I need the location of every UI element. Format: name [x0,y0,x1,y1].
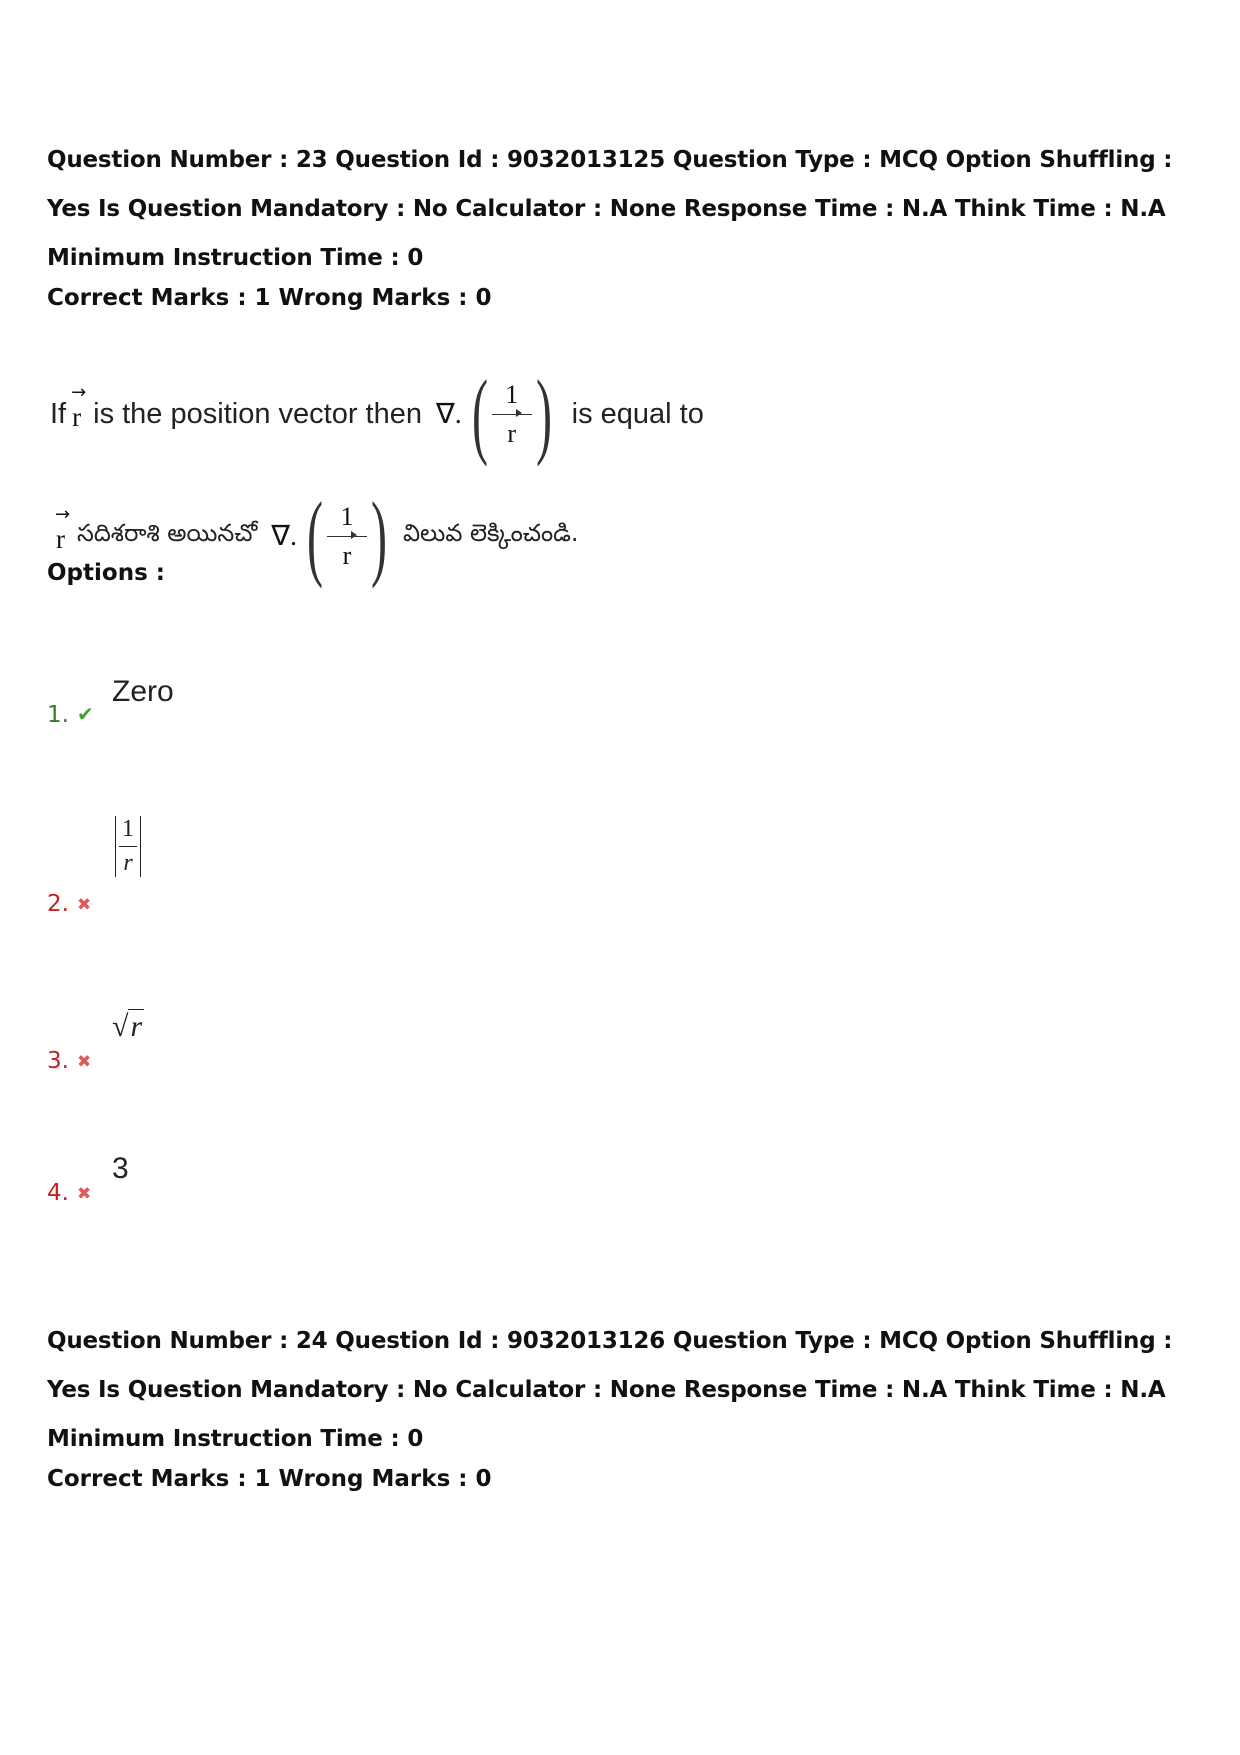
question-text-suffix: is equal to [571,397,704,430]
cross-icon: ✖ [76,895,92,915]
vector-arrow-icon: → [71,381,87,403]
option-1-number: 1. ✔ [47,702,94,728]
square-root-icon: √ [112,1010,129,1043]
option-3-number: 3. ✖ [47,1048,92,1074]
telugu-text-suffix: విలువ లెక్కించండి. [402,519,579,547]
option-3-value: √r [112,1010,143,1043]
question-text-middle: is the position vector then [93,397,422,430]
option-1-value: Zero [112,675,174,708]
left-paren: ( [306,482,323,589]
left-paren: ( [471,360,488,467]
nabla-operator: ∇. [435,399,462,430]
option-4-value: 3 [112,1152,129,1185]
question-23-marks: Correct Marks : 1 Wrong Marks : 0 [47,285,492,311]
position-vector-r: → r [55,503,71,554]
question-23-meta: Question Number : 23 Question Id : 9032013125 Question Type : MCQ Option Shuffling : Yes Is Question Mandatory : No Calculator : None Response Time : N.A Think Time : N.A Minimum Instruction Time : 0 [47,147,1173,271]
nabla-operator: ∇. [271,521,297,552]
position-vector-r: → r [71,381,87,432]
cross-icon: ✖ [76,1184,92,1204]
check-icon: ✔ [76,702,94,726]
question-text-prefix: If [50,397,67,430]
one-over-r-fraction: $\frac{1}{r}$ [327,502,367,571]
right-paren: ) [535,360,552,467]
right-paren: ) [370,482,387,589]
vector-arrow-icon: → [55,503,71,525]
question-23-english-text [50,360,704,467]
one-over-r-fraction: $\frac{1}{r}$ [492,380,532,449]
question-24-meta: Question Number : 24 Question Id : 9032013126 Question Type : MCQ Option Shuffling : Yes Is Question Mandatory : No Calculator : None Response Time : N.A Think Time : N.A Minimum Instruction Time : 0 [47,1328,1173,1452]
options-label: Options : [47,560,165,586]
question-24-marks: Correct Marks : 1 Wrong Marks : 0 [47,1466,492,1492]
telugu-text-middle: సదిశరాశి అయినచో [77,519,258,547]
abs-one-over-r: 1 r [112,816,144,877]
option-2-value [112,816,144,882]
option-2-number: 2. ✖ [47,891,92,917]
cross-icon: ✖ [76,1052,92,1072]
option-4-number: 4. ✖ [47,1180,92,1206]
